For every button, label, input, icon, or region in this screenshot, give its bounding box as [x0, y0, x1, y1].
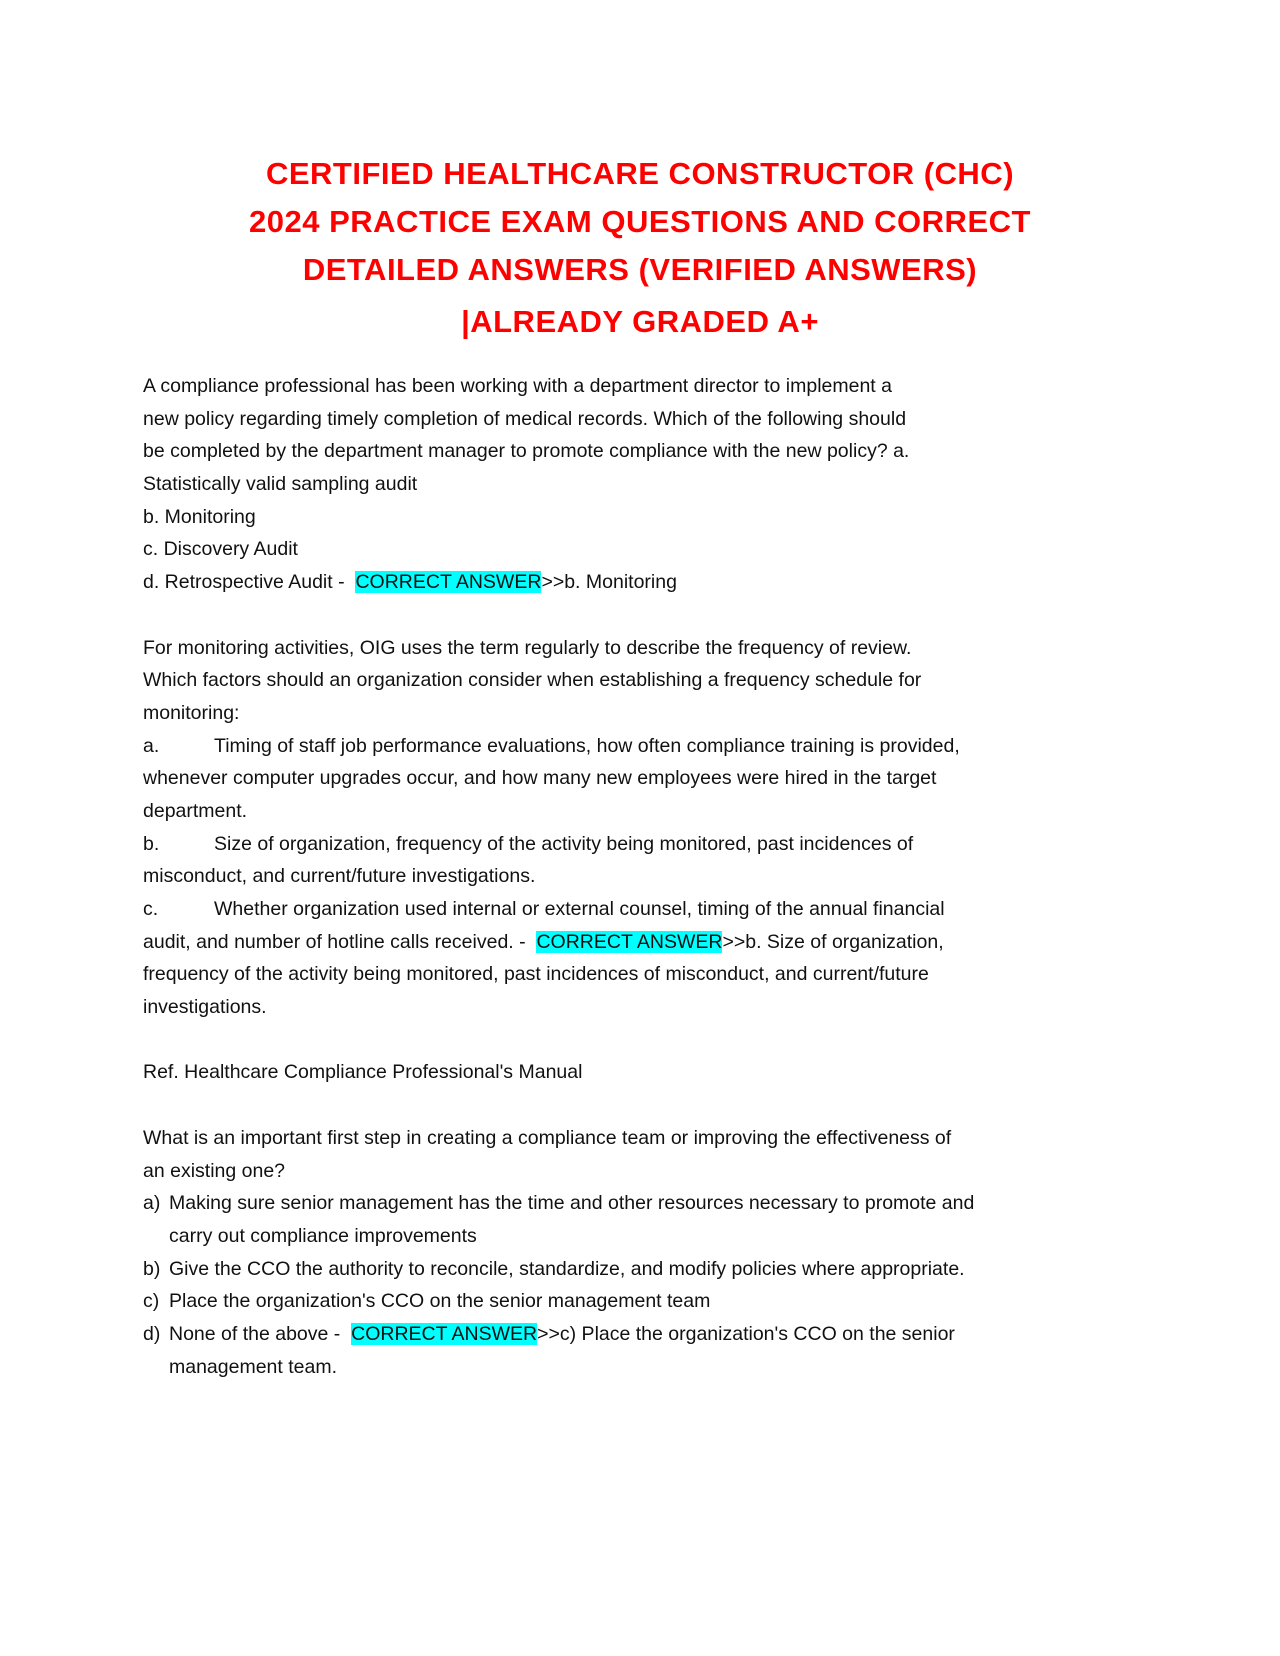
option-label: a.	[143, 734, 160, 757]
text-line: carry out compliance improvements	[169, 1224, 477, 1247]
answer-line	[143, 926, 1143, 959]
answer-text: >>b. Monitoring	[541, 571, 677, 594]
option-label: d)	[143, 1322, 161, 1345]
option-d-answer	[143, 566, 1143, 599]
text-line: whenever computer upgrades occur, and how many new employees were hired in the target	[143, 767, 937, 790]
question-3	[143, 1122, 1143, 1384]
option-text: Whether organization used internal or external counsel, timing of the annual financial	[214, 898, 945, 920]
text-line: investigations.	[143, 996, 267, 1019]
answer-text: >>c) Place the organization's CCO on the senior	[537, 1322, 955, 1345]
text-line: A compliance professional has been working with a department director to implement a	[143, 375, 892, 397]
document-title	[0, 150, 1280, 346]
option-b	[143, 828, 1143, 861]
option-a	[143, 730, 1143, 763]
option-text: Making sure senior management has the time and other resources necessary to promote and	[169, 1192, 975, 1215]
option-text: Place the organization's CCO on the senior management team	[169, 1290, 711, 1313]
text-line: Statistically valid sampling audit	[143, 473, 418, 496]
correct-answer-highlight: CORRECT ANSWER	[355, 571, 542, 594]
option-b	[143, 1253, 1143, 1286]
title-line: |ALREADY GRADED A+	[461, 304, 819, 339]
correct-answer-highlight: CORRECT ANSWER	[351, 1322, 538, 1345]
document-body	[143, 370, 1143, 1383]
text-line: What is an important first step in creating a compliance team or improving the effectiveness of	[143, 1126, 952, 1149]
text-line: frequency of the activity being monitored, past incidences of misconduct, and current/future	[143, 963, 929, 986]
text-line: department.	[143, 799, 248, 822]
option-c	[143, 893, 1143, 926]
option-label: b)	[143, 1257, 161, 1280]
option-text: Give the CCO the authority to reconcile, standardize, and modify policies where appropriate.	[169, 1257, 965, 1280]
option-b: b. Monitoring	[143, 505, 256, 528]
question-2	[143, 632, 1143, 1090]
title-line: 2024 PRACTICE EXAM QUESTIONS AND CORRECT	[249, 204, 1031, 239]
reference: Ref. Healthcare Compliance Professional's Manual	[143, 1061, 583, 1084]
text-line: an existing one?	[143, 1159, 286, 1182]
text-line: For monitoring activities, OIG uses the term regularly to describe the frequency of review.	[143, 636, 912, 659]
option-label: a)	[143, 1192, 161, 1215]
option-c	[143, 1285, 1143, 1318]
option-a	[143, 1187, 1143, 1220]
option-text: Size of organization, frequency of the activity being monitored, past incidences of	[214, 832, 914, 855]
text-line: monitoring:	[143, 701, 240, 724]
question-1	[143, 370, 1143, 599]
option-text: None of the above -	[169, 1322, 352, 1345]
text-line: be completed by the department manager to promote compliance with the new policy? a.	[143, 440, 910, 463]
option-label: c.	[143, 898, 159, 920]
text-line: Which factors should an organization consider when establishing a frequency schedule for	[143, 669, 922, 692]
option-label: c)	[143, 1290, 160, 1313]
option-text: Timing of staff job performance evaluations, how often compliance training is provided,	[214, 734, 960, 757]
text-line: misconduct, and current/future investigations.	[143, 865, 536, 888]
option-d-text: d. Retrospective Audit -	[143, 571, 356, 594]
correct-answer-highlight: CORRECT ANSWER	[536, 930, 723, 953]
text-line: management team.	[169, 1355, 338, 1378]
text-line: new policy regarding timely completion of medical records. Which of the following should	[143, 407, 907, 430]
text: audit, and number of hotline calls received. -	[143, 930, 537, 953]
title-line: CERTIFIED HEALTHCARE CONSTRUCTOR (CHC)	[265, 156, 1015, 191]
option-d-answer	[143, 1318, 1143, 1351]
answer-text: >>b. Size of organization,	[722, 930, 944, 953]
title-line: DETAILED ANSWERS (VERIFIED ANSWERS)	[302, 252, 978, 287]
option-label: b.	[143, 832, 160, 855]
option-c: c. Discovery Audit	[143, 538, 298, 561]
